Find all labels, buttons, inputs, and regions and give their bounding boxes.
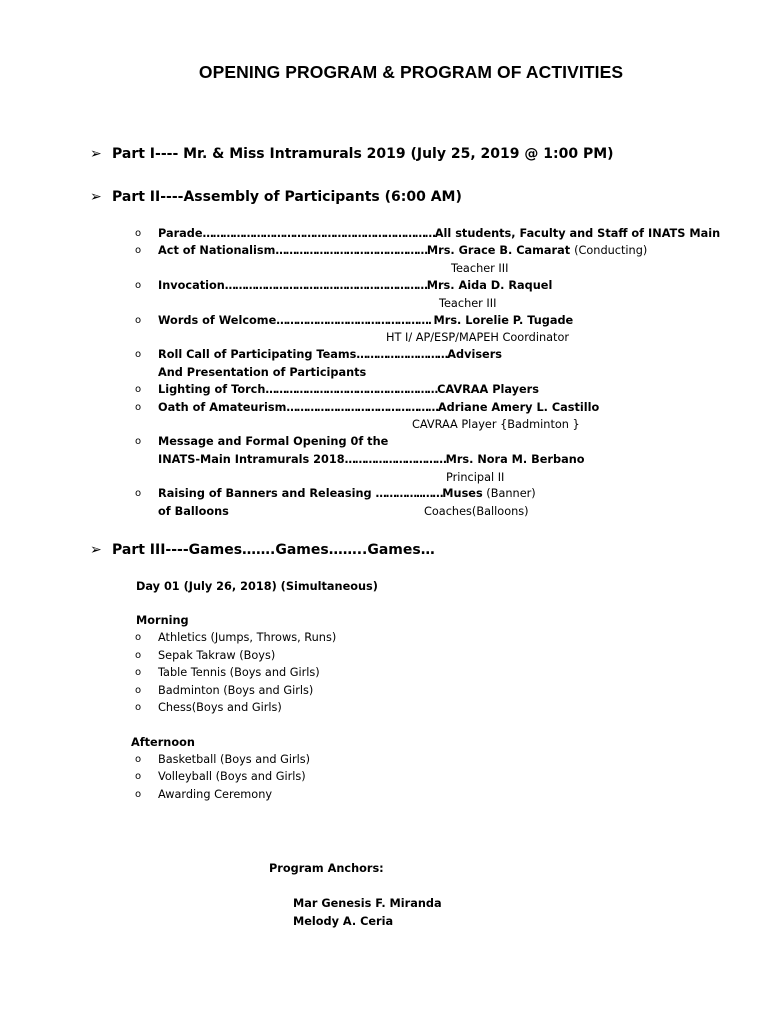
afternoon-heading: Afternoon xyxy=(131,736,195,749)
item-person: Mrs. Nora M. Berbano xyxy=(445,453,585,466)
item-person: Mrs. Aida D. Raquel xyxy=(426,279,553,292)
dot-leader: …………………………………………………… xyxy=(224,279,427,292)
part-3-text: Part III----Games…….Games……..Games… xyxy=(112,542,435,558)
item-person: CAVRAA Players xyxy=(437,383,539,396)
part-1-text: Part I---- Mr. & Miss Intramurals 2019 (July 25, 2019 @ 1:00 PM) xyxy=(112,146,614,162)
arrow-bullet-icon: ➢ xyxy=(90,189,102,205)
item-title: Words of Welcome xyxy=(158,314,277,327)
item-role-note: (Banner) xyxy=(482,487,536,500)
morning-event: Athletics (Jumps, Throws, Runs) xyxy=(158,631,337,644)
item-person: Mrs. Grace B. Camarat xyxy=(426,244,571,257)
part-3-heading xyxy=(90,542,435,558)
list-bullet-icon: o xyxy=(135,789,142,800)
item-person-continued: Coaches(Balloons) xyxy=(424,505,529,518)
arrow-bullet-icon: ➢ xyxy=(90,146,102,162)
item-title: Lighting of Torch xyxy=(158,383,266,396)
program-item-invocation xyxy=(158,279,552,293)
program-item-rollcall xyxy=(158,348,502,362)
program-item-banners xyxy=(158,487,536,501)
item-title: Invocation xyxy=(158,279,225,292)
morning-event: Table Tennis (Boys and Girls) xyxy=(158,666,320,679)
item-title-continued: And Presentation of Participants xyxy=(158,366,367,379)
list-bullet-icon: o xyxy=(135,685,142,696)
item-title: Raising of Banners and Releasing xyxy=(158,487,376,500)
item-person: Adriane Amery L. Castillo xyxy=(437,401,600,414)
item-person: Muses xyxy=(442,487,483,500)
item-person: Advisers xyxy=(447,348,503,361)
dot-leader: ………………………………………. xyxy=(276,314,434,327)
list-bullet-icon: o xyxy=(135,667,142,678)
list-bullet-icon: o xyxy=(135,402,142,413)
list-bullet-icon: o xyxy=(135,650,142,661)
list-bullet-icon: o xyxy=(135,280,142,291)
item-subtitle: CAVRAA Player {Badminton } xyxy=(412,418,580,431)
list-bullet-icon: o xyxy=(135,436,142,447)
list-bullet-icon: o xyxy=(135,384,142,395)
list-bullet-icon: o xyxy=(135,771,142,782)
program-item-oath xyxy=(158,401,599,415)
afternoon-event: Basketball (Boys and Girls) xyxy=(158,753,311,766)
list-bullet-icon: o xyxy=(135,245,142,256)
anchors-heading: Program Anchors: xyxy=(269,862,384,875)
list-bullet-icon: o xyxy=(135,702,142,713)
program-item-message: Message and Formal Opening 0f the xyxy=(158,435,389,448)
item-person: All students, Faculty and Staff of INATS Main xyxy=(434,227,721,240)
day-heading: Day 01 (July 26, 2018) (Simultaneous) xyxy=(136,580,378,593)
part-2-heading xyxy=(90,189,462,205)
afternoon-event: Awarding Ceremony xyxy=(158,788,273,801)
item-title: Parade xyxy=(158,227,203,240)
program-item-message-line2 xyxy=(158,453,585,467)
item-subtitle: Teacher III xyxy=(451,262,509,275)
list-bullet-icon: o xyxy=(135,349,142,360)
item-subtitle: HT I/ AP/ESP/MAPEH Coordinator xyxy=(386,331,570,344)
item-title: Oath of Amateurism xyxy=(158,401,287,414)
part-2-text: Part II----Assembly of Participants (6:00 AM) xyxy=(112,189,462,205)
item-title: Act of Nationalism xyxy=(158,244,276,257)
document-title: OPENING PROGRAM & PROGRAM OF ACTIVITIES xyxy=(198,62,624,82)
dot-leader: …………………………………………… xyxy=(265,383,438,396)
item-subtitle: Teacher III xyxy=(439,297,497,310)
dot-leader: …………..…… xyxy=(375,487,443,500)
part-1-heading xyxy=(90,146,614,162)
anchor-name: Melody A. Ceria xyxy=(293,915,394,928)
dot-leader: ………………………… xyxy=(344,453,446,466)
item-role-note: (Conducting) xyxy=(574,244,648,257)
dot-leader: ……………………… xyxy=(356,348,448,361)
arrow-bullet-icon: ➢ xyxy=(90,542,102,558)
morning-heading: Morning xyxy=(136,614,189,627)
item-title: INATS-Main Intramurals 2018 xyxy=(158,453,345,466)
list-bullet-icon: o xyxy=(135,488,142,499)
anchor-name: Mar Genesis F. Miranda xyxy=(293,897,442,910)
item-subtitle: Principal II xyxy=(446,471,505,484)
item-title: Roll Call of Participating Teams xyxy=(158,348,357,361)
list-bullet-icon: o xyxy=(135,632,142,643)
program-item-torch xyxy=(158,383,539,397)
item-person: Mrs. Lorelie P. Tugade xyxy=(433,314,574,327)
program-item-welcome xyxy=(158,314,573,328)
dot-leader: ……………………………………… xyxy=(275,244,427,257)
item-title-continued: of Balloons xyxy=(158,505,229,518)
morning-event: Chess(Boys and Girls) xyxy=(158,701,282,714)
morning-event: Badminton (Boys and Girls) xyxy=(158,684,314,697)
list-bullet-icon: o xyxy=(135,315,142,326)
afternoon-event: Volleyball (Boys and Girls) xyxy=(158,770,306,783)
dot-leader: …………………………………………………………… xyxy=(202,227,435,240)
morning-event: Sepak Takraw (Boys) xyxy=(158,649,276,662)
dot-leader: ……………………………………… xyxy=(286,401,438,414)
list-bullet-icon: o xyxy=(135,754,142,765)
program-item-parade xyxy=(158,227,720,241)
list-bullet-icon: o xyxy=(135,228,142,239)
program-item-nationalism xyxy=(158,244,647,258)
